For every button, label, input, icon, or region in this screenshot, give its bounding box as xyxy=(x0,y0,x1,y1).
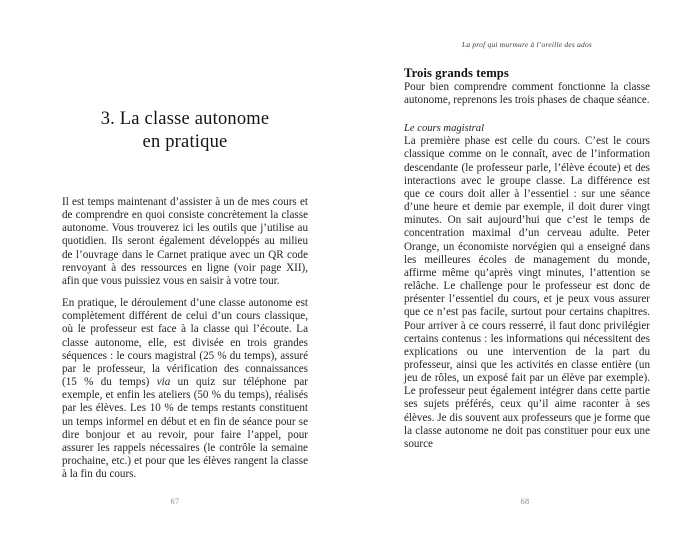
verso-text-block xyxy=(62,0,308,481)
paragraph-2-part-b: un quiz sur téléphone par exemple, et enfin les ateliers (50 % du temps), réalisés par les élèves. Les 10 % de temps restants constituent un temps informel en début et en fin de séance pour se dire bonjour et au revoir, pour faire l’appel, pour assurer les rappels nécessaires (le contrôle la semaine prochaine, etc.) et pour que les élèves rangent la classe à la fin du cours. xyxy=(62,376,308,481)
intro-paragraph: Pour bien comprendre comment fonctionne la classe autonome, reprenons les trois phases de chaque séance. xyxy=(404,81,650,107)
running-head: La prof qui murmure à l’oreille des ados xyxy=(461,40,593,49)
chapter-title-line-2: en pratique xyxy=(142,132,228,152)
paragraph-1: Il est temps maintenant d’assister à un de mes cours et de comprendre en quoi consiste concrètement la classe autonome. Vous trouverez ici les outils que j’utilise au quotidien. Ils seront également développés au milieu de l’ouvrage dans le Carnet pratique avec un QR code renvoyant à des ressources en ligne (voir page XII), afin que vous puissiez vous en saisir à votre tour. xyxy=(62,196,308,287)
recto-text-block xyxy=(404,0,650,451)
sub-heading-le-cours-magistral: Le cours magistral xyxy=(404,123,485,135)
paragraph-2 xyxy=(62,297,308,481)
page-number-recto: 68 xyxy=(520,497,530,506)
body-paragraph: La première phase est celle du cours. C’est le cours classique comme on le connaît, avec de l’information descendante (le professeur parle, l’élève écoute) et des interactions avec le groupe classe. La différence est que ce cours doit aller à l’essentiel : sur une séance d’une heure et demie par exemple, il doit durer vingt minutes. On sait aujourd’hui que c’est le temps de concentration maximal d’un cerveau adulte. Peter Orange, un économiste norvégien qui a enseigné dans les meilleures écoles de management du monde, affirme même qu’après vingt minutes, l’attention se relâche. Le challenge pour le professeur est donc de présenter l’essentiel du cours, et je peux vous assurer que ce n’est pas facile, surtout pour certains chapitres. Pour arriver à ce cours resserré, il faut donc privilégier certains contenus : les informations qui nécessitent des explications ou une intervention de la part du professeur, ainsi que les activités en classe entière (un jeu de rôles, un exposé fait par un élève par exemple). Le professeur peut également intégrer dans cette partie ses sujets préférés, ceux qu’il aime raconter à ses élèves. Je dis souvent aux professeurs que je forme que la classe autonome ne doit pas constituer pour eux une source xyxy=(404,135,650,450)
page-recto xyxy=(350,0,700,549)
section-heading: Trois grands temps xyxy=(404,66,509,80)
verso-paragraphs xyxy=(62,196,308,481)
chapter-title xyxy=(62,0,308,154)
chapter-title-line-1: 3. La classe autonome xyxy=(100,109,270,129)
paragraph-2-italic-term: via xyxy=(156,376,171,389)
page-number-verso: 67 xyxy=(170,497,180,506)
paragraph-2-part-a: En pratique, le déroulement d’une classe autonome est complètement différent de celui d’un cours classique, où le professeur est face à la classe qui l’écoute. La classe autonome, elle, est divisée en trois grandes séquences : le cours magistral (25 % du temps), assuré par le professeur, la vérification des connaissances (15 % du temps) xyxy=(62,297,308,389)
